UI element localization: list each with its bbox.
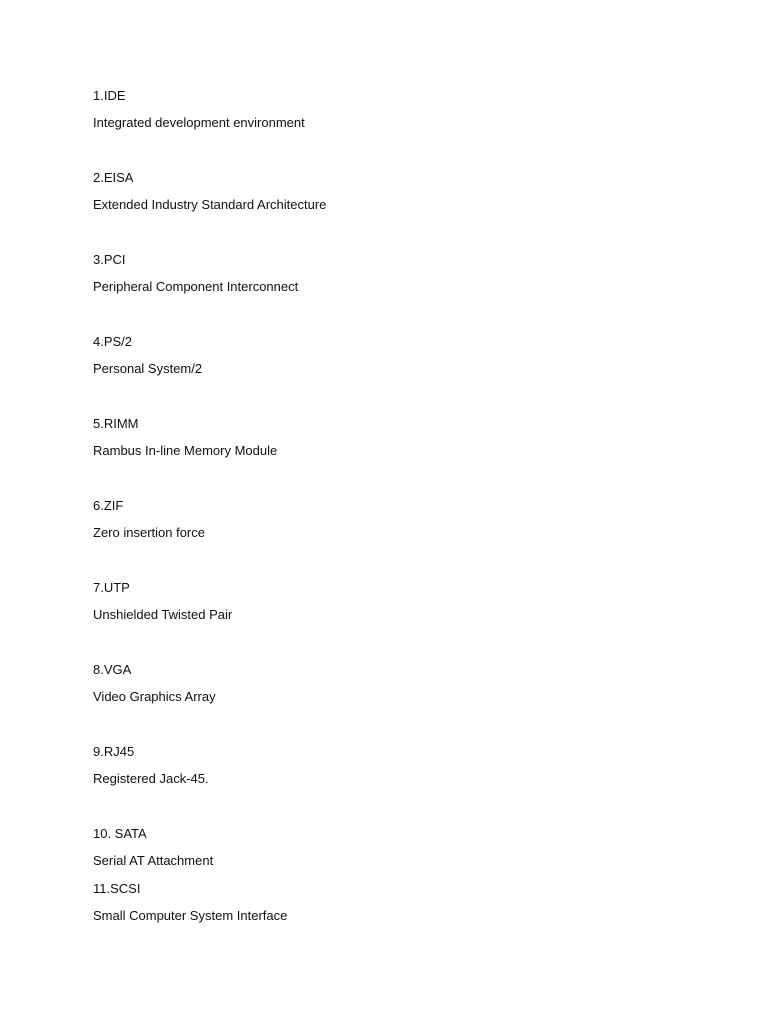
entry-definition: Registered Jack-45. <box>93 771 209 786</box>
entry-term: 6.ZIF <box>93 498 124 513</box>
entry-term: 1.IDE <box>93 88 126 103</box>
entry-definition: Peripheral Component Interconnect <box>93 279 299 294</box>
entry-definition: Serial AT Attachment <box>93 853 214 868</box>
glossary-entry <box>93 881 693 924</box>
entry-definition: Small Computer System Interface <box>93 908 288 923</box>
entry-term: 5.RIMM <box>93 416 139 431</box>
glossary-entry <box>93 826 693 869</box>
entry-term: 8.VGA <box>93 662 132 677</box>
entry-term: 3.PCI <box>93 252 126 267</box>
entry-definition: Integrated development environment <box>93 115 305 130</box>
entry-term: 10. SATA <box>93 826 147 841</box>
glossary-entry <box>93 334 693 377</box>
glossary-entry <box>93 580 693 623</box>
entry-term: 9.RJ45 <box>93 744 135 759</box>
entry-definition: Zero insertion force <box>93 525 205 540</box>
entry-definition: Rambus In-line Memory Module <box>93 443 278 458</box>
entry-definition: Personal System/2 <box>93 361 203 376</box>
glossary-entry <box>93 744 693 787</box>
entry-definition: Video Graphics Array <box>93 689 216 704</box>
glossary-entry <box>93 416 693 459</box>
entry-term: 2.EISA <box>93 170 134 185</box>
entry-definition: Extended Industry Standard Architecture <box>93 197 327 212</box>
glossary-entry <box>93 170 693 213</box>
entry-term: 11.SCSI <box>93 881 141 896</box>
glossary-entry <box>93 88 693 131</box>
glossary-entry <box>93 498 693 541</box>
entry-definition: Unshielded Twisted Pair <box>93 607 233 622</box>
glossary-entry <box>93 662 693 705</box>
entry-term: 4.PS/2 <box>93 334 133 349</box>
entry-term: 7.UTP <box>93 580 130 595</box>
glossary-entry <box>93 252 693 295</box>
